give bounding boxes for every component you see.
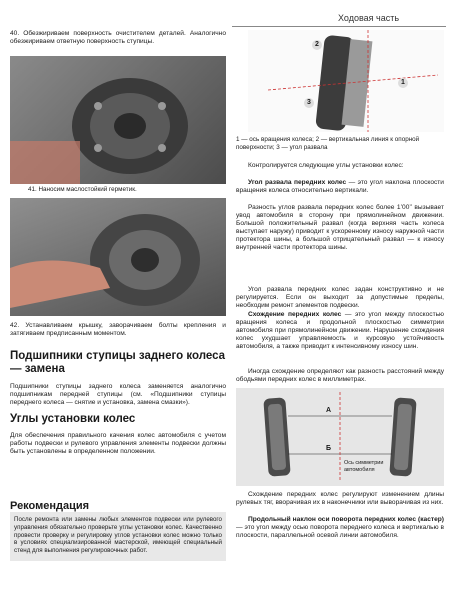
toe-figure [236,388,444,486]
caster-definition [236,516,444,540]
rear-bearing-text: Подшипники ступицы заднего колеса заменяется аналогично подшипникам передней ступицы (см. «Подшипники ступицы переднего колеса — снятие и установка, замена смазки»). [10,383,226,407]
caption-41: 41. Наносим маслостойкий герметик. [28,186,137,193]
sealant-photo [10,198,226,316]
header-rule [232,26,446,27]
camber-label-3: 3 [304,98,314,108]
heading-wheel-angles: Углы установки колес [10,413,136,425]
camber-caption: 1 — ось вращения колеса; 2 — вертикальная линия к опорной поверхности; 3 — угол развала [236,136,420,151]
camber-term: Угол развала передних колес [248,179,347,186]
toe-def: — это угол между плоскостью вращения колеса и продольной плоскостью симметрии автомобиля при прямолинейном движении. Нарушение схождения колес ухудшает управляемость и курсовую устойчивость автомобиля, а также приводит к интенсивному износу шин. [236,311,444,351]
toe-term: Схождение передних колес [248,311,342,318]
heading-rear-bearing: Подшипники ступицы заднего колеса — замена [10,350,226,375]
camber-text-2: Разность углов развала передних колес более 1’00’’ вызывает увод автомобиля в сторону при прямолинейном движении. Большой положительный развал (когда верхняя часть колеса выступает наружу) приводит к ускоренному износу наружной части протектора шины, а большой отрицательный развал — к износу внутренней части протектора шины. [236,204,444,252]
camber-def: — это угол наклона плоскости вращения колеса относительно вертикали. [236,179,444,195]
step-42-text: 42. Устанавливаем крышку, заворачиваем болты крепления и затягиваем предписанным моментом. [10,322,226,338]
caster-def: — это угол между осью поворота переднего колеса и вертикалью в плоскости, параллельной осевой линии автомобиля. [236,524,444,540]
camber-diagram [248,30,444,132]
camber-text-3: Угол развала передних колес задан конструктивно и не регулируется. Если он выходит за допустимые пределы, необходим ремонт элементов подвески. [236,286,444,310]
toe-diagram [236,388,444,486]
sealant-illustration [10,198,226,316]
toe-label-a: A [326,407,332,414]
hub-illustration [10,56,226,184]
toe-label-axis: Ось симметрии автомобиля [344,460,384,473]
caster-term: Продольный наклон оси поворота передних колес (кастер) [248,516,444,523]
wheel-angles-text: Для обеспечения правильного качения колес автомобиля с учетом работы подвески и рулевого управления элементы подвески должны быть установлены в определенном положении. [10,432,226,456]
recommendation-title: Рекомендация [10,500,90,512]
hub-photo [10,56,226,184]
toe-adjust-text: Схождение передних колес регулируют изменением длины рулевых тяг, вворачивая их в наконечники или выворачивая из них. [236,491,444,507]
camber-definition [236,179,444,195]
section-header: Ходовая часть [338,13,400,23]
toe-label-b: Б [326,445,332,452]
control-text: Контролируется следующие углы установки колес: [248,162,404,169]
step-40-text: 40. Обезжириваем поверхность очистителем деталей. Аналогично обезжириваем ответную поверхность ступицы. [10,30,226,46]
recommendation-text: После ремонта или замены любых элементов подвески или рулевого управления обязательно проверьте углы установки колес. Качественно провести проверку и регулировку углов установки колес можно только в условиях специализированной мастерской, имеющей специальный стенд для выполнения регулировочных работ. [14,516,222,555]
camber-figure [248,30,444,132]
camber-label-1: 1 [398,78,408,88]
toe-definition [236,311,444,351]
toe-text-2: Иногда схождение определяют как разность расстояний между ободьями передних колес в миллиметрах. [236,368,444,384]
camber-label-2: 2 [312,40,322,50]
